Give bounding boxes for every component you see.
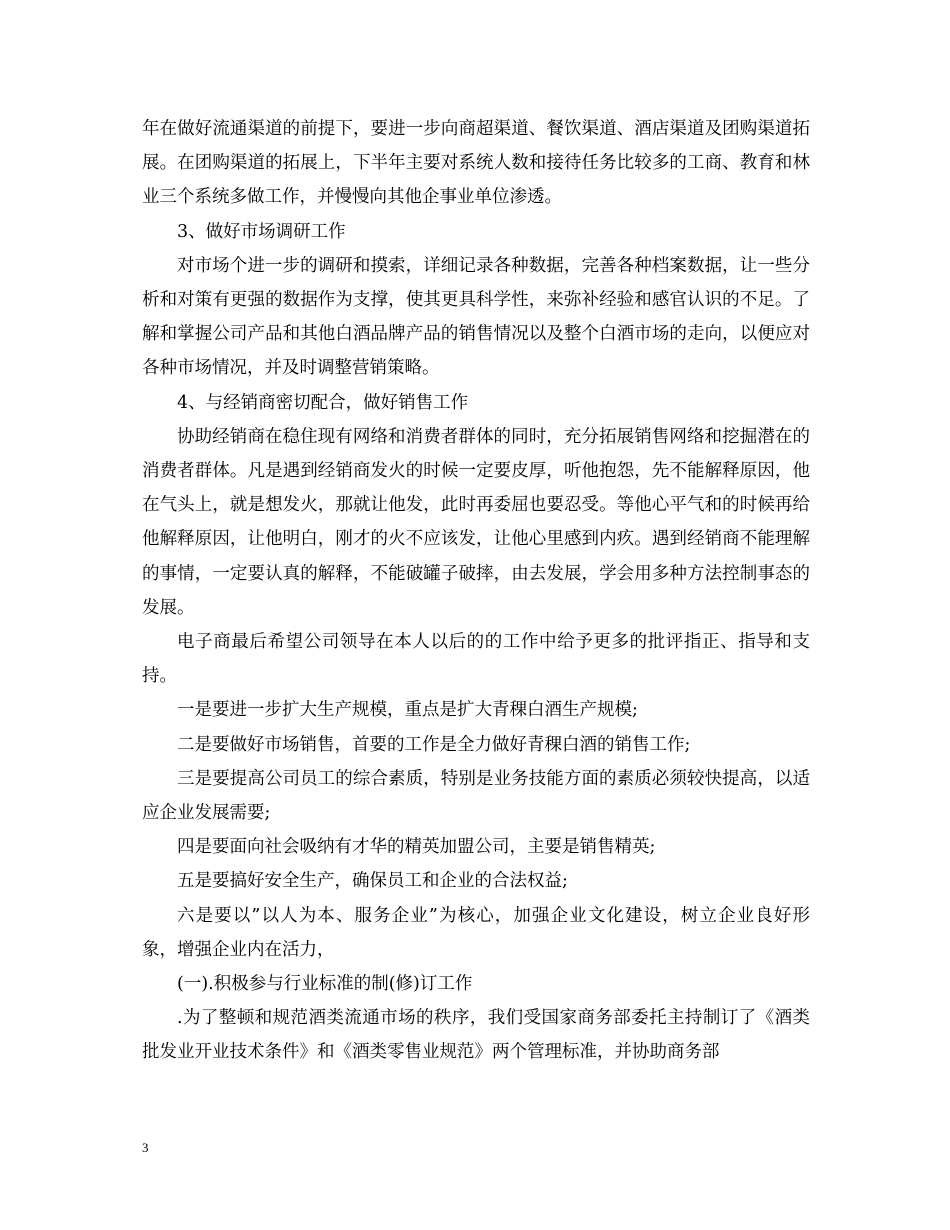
paragraph: 协助经销商在稳住现有网络和消费者群体的同时，充分拓展销售网络和挖掘潜在的消费者群体。凡是遇到经销商发火的时候一定要皮厚，听他抱怨，先不能解释原因，他在气头上，就是想发火，那就让他发，此时再委屈也要忍受。等他心平气和的时候再给他解释原因，让他明白，刚才的火不应该发，让他心里感到内疚。遇到经销商不能理解的事情，一定要认真的解释，不能破罐子破摔，由去发展，学会用多种方法控制事态的发展。 [142, 426, 810, 618]
paragraph: .为了整顿和规范酒类流通市场的秩序，我们受国家商务部委托主持制订了《酒类批发业开业技术条件》和《酒类零售业规范》两个管理标准，并协助商务部 [142, 1008, 810, 1063]
list-item: 四是要面向社会吸纳有才华的精英加盟公司，主要是销售精英; [177, 837, 656, 858]
document-body [142, 112, 810, 1070]
list-item: 一是要进一步扩大生产规模，重点是扩大青稞白酒生产规模; [177, 700, 638, 721]
paragraph: 电子商最后希望公司领导在本人以后的的工作中给予更多的批评指正、指导和支持。 [142, 632, 810, 687]
list-item: 五是要搞好安全生产，确保员工和企业的合法权益; [177, 871, 568, 892]
section-heading: 3、做好市场调研工作 [177, 221, 346, 242]
paragraph: 年在做好流通渠道的前提下，要进一步向商超渠道、餐饮渠道、酒店渠道及团购渠道拓展。在团购渠道的拓展上，下半年主要对系统人数和接待任务比较多的工商、教育和林业三个系统多做工作，并慢慢向其他企事业单位渗透。 [142, 119, 810, 208]
page-number: 3 [142, 1140, 149, 1155]
list-item: 三是要提高公司员工的综合素质，特别是业务技能方面的素质必须较快提高，以适应企业发展需要; [142, 768, 810, 824]
paragraph: 对市场个进一步的调研和摸索，详细记录各种数据，完善各种档案数据，让一些分析和对策有更强的数据作为支撑，使其更具科学性，来弥补经验和感官认识的不足。了解和掌握公司产品和其他白酒品牌产品的销售情况以及整个白酒市场的走向，以便应对各种市场情况，并及时调整营销策略。 [142, 255, 810, 379]
section-heading: (一).积极参与行业标准的制(修)订工作 [177, 974, 473, 995]
section-heading: 4、与经销商密切配合，做好销售工作 [177, 392, 469, 413]
list-item: 六是要以”以人为本、服务企业”为核心，加强企业文化建设，树立企业良好形 象，增强企业内在活力， [142, 905, 810, 960]
list-item: 二是要做好市场销售，首要的工作是全力做好青稞白酒的销售工作; [177, 734, 691, 755]
